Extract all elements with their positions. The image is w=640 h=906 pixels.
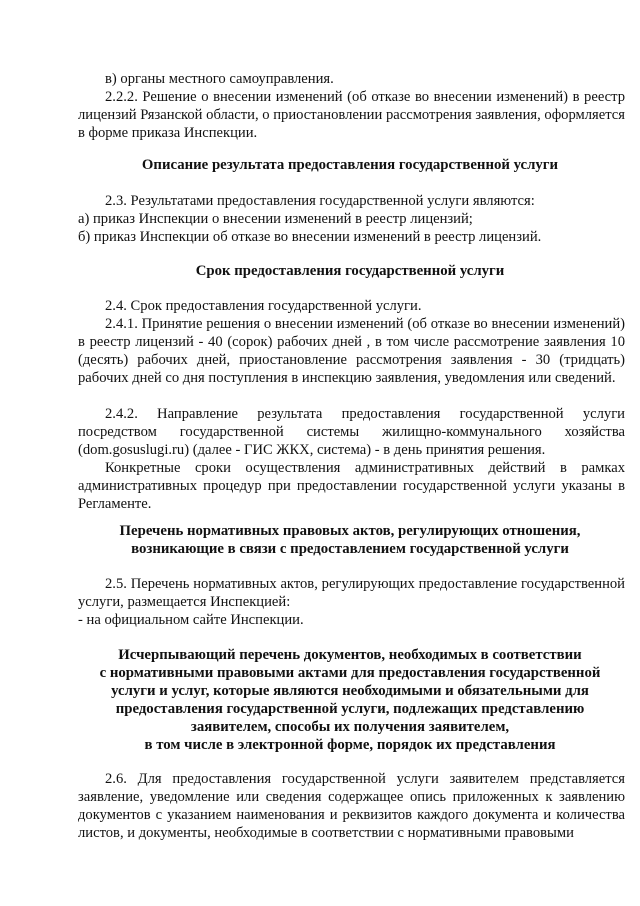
heading-result-description: Описание результата предоставления государственной услуги: [141, 157, 559, 173]
heading-documents-line-6: в том числе в электронной форме, порядок их представления: [144, 737, 556, 753]
paragraph-local-government: в) органы местного самоуправления.: [105, 71, 334, 87]
heading-documents-line-2: с нормативными правовыми актами для предоставления государственной: [99, 665, 601, 681]
paragraph-2-4-2: 2.4.2. Направление результата предоставления государственной услуги посредством государственной системы жилищно-коммунального хозяйства (dom.gosuslugi.ru) (далее - ГИС ЖКХ, система) - в день принятия решения.: [78, 406, 625, 458]
paragraph-specific-terms: Конкретные сроки осуществления административных действий в рамках административных процедур при предоставлении государственной услуги указаны в Регламенте.: [78, 460, 625, 512]
paragraph-2-4-1: 2.4.1. Принятие решения о внесении изменений (об отказе во внесении изменений) в реестр лицензий - 40 (сорок) рабочих дней , в том числе рассмотрение заявления 10 (десять) рабочих дней, приостановление рассмотрения заявления - 30 (тридцать) рабочих дней со дня поступления в инспекцию заявления, уведомления или сведений.: [78, 316, 625, 386]
heading-service-term: Срок предоставления государственной услуги: [195, 263, 505, 279]
paragraph-2-3: 2.3. Результатами предоставления государственной услуги являются:: [105, 193, 535, 209]
paragraph-2-2-2: 2.2.2. Решение о внесении изменений (об отказе во внесении изменений) в реестр лицензий Рязанской области, о приостановлении рассмотрения заявления, оформляется в форме приказа Инспекции.: [78, 89, 625, 141]
heading-documents-line-1: Исчерпывающий перечень документов, необходимых в соответствии: [118, 647, 582, 663]
paragraph-official-site: - на официальном сайте Инспекции.: [78, 612, 304, 628]
heading-legal-acts-line-2: возникающие в связи с предоставлением государственной услуги: [131, 541, 569, 557]
paragraph-2-5: 2.5. Перечень нормативных актов, регулирующих предоставление государственной услуги, размещается Инспекцией:: [78, 576, 625, 610]
heading-documents-line-4: предоставления государственной услуги, подлежащих представлению: [115, 701, 585, 717]
paragraph-2-3-b: б) приказ Инспекции об отказе во внесении изменений в реестр лицензий.: [78, 229, 542, 245]
paragraph-2-6: 2.6. Для предоставления государственной услуги заявителем представляется заявление, уведомление или сведения содержащее опись приложенных к заявлению документов с указанием наименования и реквизитов каждого документа и количества листов, и документы, необходимые в соответствии с нормативными правовыми: [78, 771, 625, 841]
heading-documents-line-3: услуги и услуг, которые являются необходимыми и обязательными для: [111, 683, 589, 699]
heading-legal-acts-line-1: Перечень нормативных правовых актов, регулирующих отношения,: [119, 523, 581, 539]
heading-documents-line-5: заявителем, способы их получения заявителем,: [190, 719, 510, 735]
paragraph-2-3-a: а) приказ Инспекции о внесении изменений в реестр лицензий;: [78, 211, 473, 227]
heading-documents-list: [60, 646, 640, 754]
paragraph-2-4: 2.4. Срок предоставления государственной услуги.: [105, 298, 422, 314]
heading-legal-acts: [60, 522, 640, 558]
